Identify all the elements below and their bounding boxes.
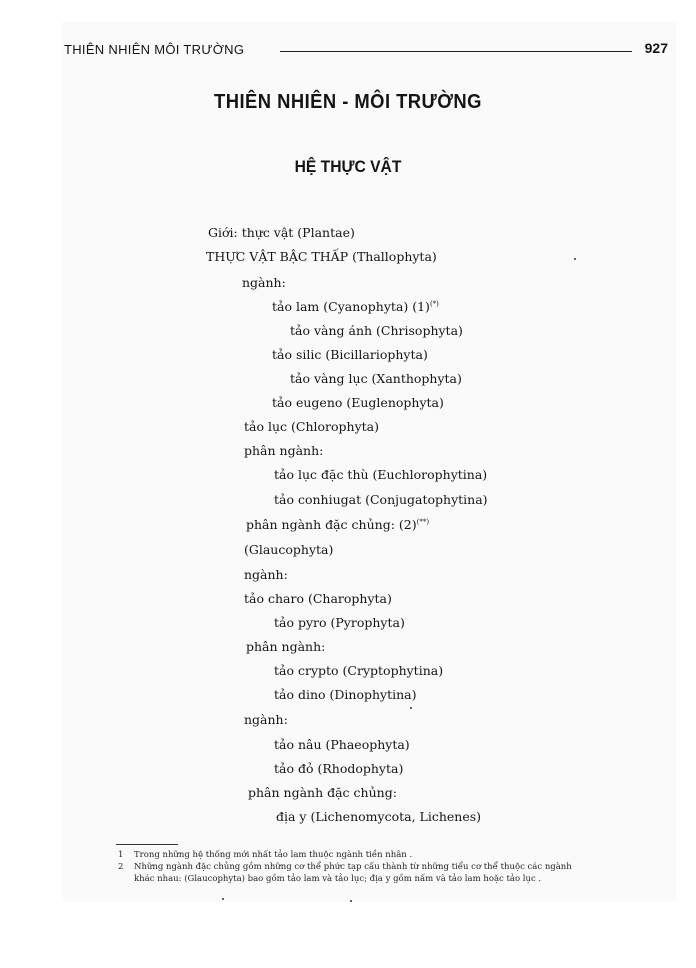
footnote-text: khác nhau: (Glaucophyta) bao gồm tảo lam và tảo lục; địa y gồm nấm và tảo lam hoặc tảo lục . — [134, 874, 542, 884]
taxonomy-line: tảo charo (Charophyta) — [244, 591, 392, 606]
speck — [410, 707, 412, 709]
footnote — [118, 873, 541, 885]
footnote-number: 2 — [118, 862, 124, 872]
footnote — [118, 849, 412, 861]
taxonomy-line: THỰC VẬT BẬC THẤP (Thallophyta) — [206, 249, 437, 264]
speck — [222, 898, 224, 900]
taxonomy-line: tảo lục đặc thù (Euchlorophytina) — [274, 467, 488, 482]
taxonomy-line: ngành: — [242, 275, 286, 290]
taxonomy-line: tảo nâu (Phaeophyta) — [274, 737, 410, 752]
taxonomy-line: tảo conhiugat (Conjugatophytina) — [274, 492, 488, 507]
taxonomy-line: tảo crypto (Cryptophytina) — [274, 663, 444, 678]
taxonomy-line: ngành: — [244, 712, 288, 727]
taxonomy-line: tảo dino (Dinophytina) — [274, 687, 417, 702]
taxonomy-line: Giới: thực vật (Plantae) — [208, 225, 355, 240]
taxonomy-line: tảo vàng ánh (Chrisophyta) — [290, 323, 463, 338]
header-rule — [280, 51, 632, 52]
taxonomy-line: địa y (Lichenomycota, Lichenes) — [276, 809, 482, 824]
page-title: THIÊN NHIÊN - MÔI TRƯỜNG — [214, 91, 482, 113]
speck — [574, 258, 576, 260]
taxonomy-line: phân ngành: — [244, 443, 324, 458]
taxonomy-line: tảo eugeno (Euglenophyta) — [272, 395, 444, 410]
taxonomy-line: (Glaucophyta) — [244, 542, 334, 557]
running-header — [64, 42, 668, 60]
footnote-number: 1 — [118, 850, 124, 860]
footnote — [118, 861, 572, 873]
taxonomy-line: tảo đỏ (Rhodophyta) — [274, 761, 404, 776]
footnote-text: Những ngành đặc chủng gồm những cơ thể phức tạp cấu thành từ những tiểu cơ thể thuộc các ngành — [134, 862, 572, 872]
taxonomy-line: phân ngành đặc chủng: — [248, 785, 397, 800]
page-number: 927 — [644, 40, 668, 56]
taxonomy-line: tảo pyro (Pyrophyta) — [274, 615, 405, 630]
header-section-title: THIÊN NHIÊN MÔI TRƯỜNG — [64, 42, 245, 57]
speck — [350, 900, 352, 902]
footnote-divider — [116, 844, 178, 845]
taxonomy-line: phân ngành: — [246, 639, 326, 654]
taxonomy-line: ngành: — [244, 567, 288, 582]
taxonomy-line: tảo silic (Bicillariophyta) — [272, 347, 428, 362]
section-title: HỆ THỰC VẬT — [294, 157, 402, 176]
taxonomy-line: tảo vàng lục (Xanthophyta) — [290, 371, 462, 386]
footnote-text: Trong những hệ thống mới nhất tảo lam thuộc ngành tiền nhân . — [134, 850, 413, 860]
taxonomy-line: tảo lục (Chlorophyta) — [244, 419, 379, 434]
taxonomy-line: tảo lam (Cyanophyta) (1)(*) — [272, 299, 439, 314]
taxonomy-line: phân ngành đặc chủng: (2)(**) — [246, 517, 430, 532]
